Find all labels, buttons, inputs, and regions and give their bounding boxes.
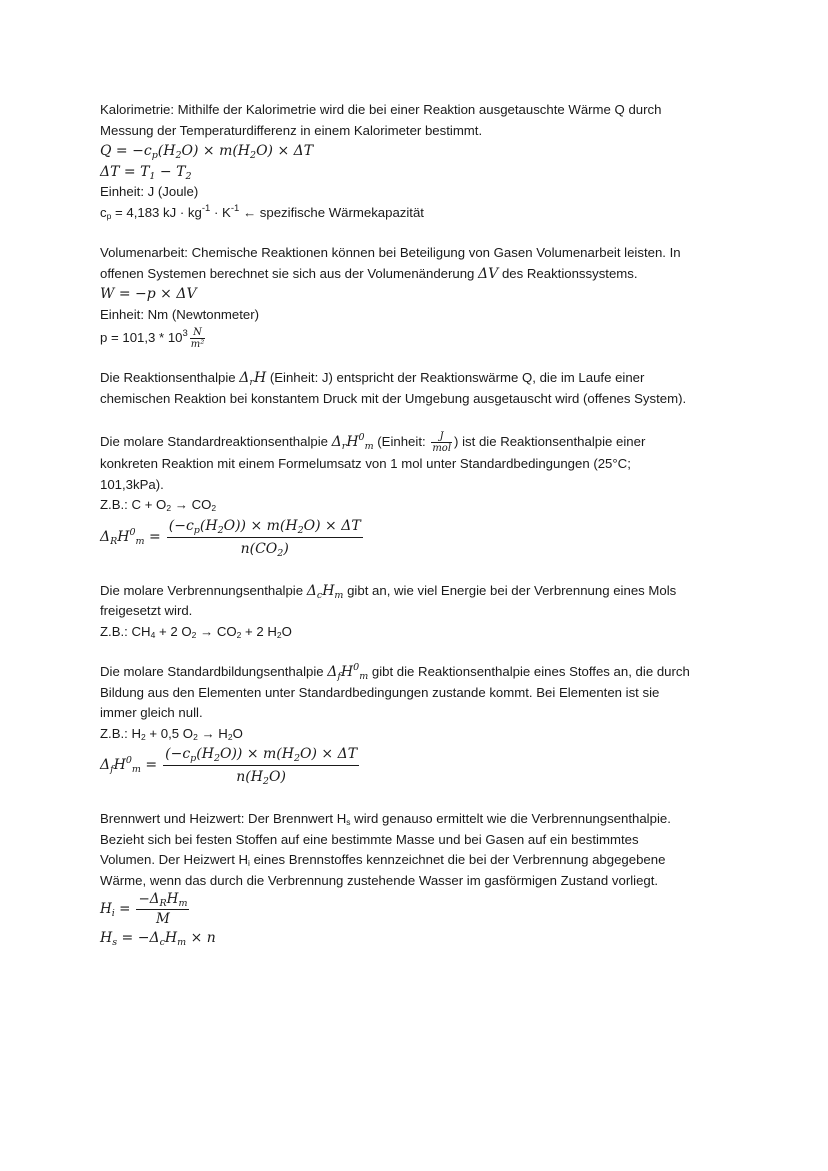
paragraph: Bildung aus den Elementen unter Standardbedingungen zustande kommt. Bei Elementen ist sie [100,684,660,700]
paragraph: Kalorimetrie: Mithilfe der Kalorimetrie wird die bei einer Reaktion ausgetauschte Wärme Q durch [100,102,662,117]
section-standardreaktionsenthalpie [100,431,740,559]
paragraph: Die molare Verbrennungsenthalpie $\Delta_cH_m$ gibt an, wie viel Energie bei der Verbrennung eines Mols [100,582,677,601]
example-reaction: Z.B.: CH4 + 2 O2 → CO2 + 2 H2O [100,623,292,640]
formula-delta-t: $\Delta T = T_1 - T_2$ [100,163,192,182]
paragraph: Die molare Standardbildungsenthalpie $\Delta_fH^0_m$ gibt die Reaktionsenthalpie eines Stoffes an, die durch [100,662,690,682]
formula-q: $Q = -c_p(H_2O) \times m(H_2O) \times \Delta T$ [100,143,314,161]
paragraph: Die Reaktionsenthalpie $\Delta_rH$ (Einheit: J) entspricht der Reaktionswärme Q, die im Laufe einer [100,370,645,388]
paragraph: Messung der Temperaturdifferenz in einem Kalorimeter bestimmt. [100,122,483,138]
formula-w: W = −p × ΔV [100,286,197,302]
formula-bildungsenthalpie: $\Delta_fH^0_m$ = $\frac{(-c_p(H_2O)) \times m(H_2O) \times \Delta T}{n(H_2O)}$ [100,746,358,787]
pressure-line: $p = 101,3 * 10^3$ $\frac{N}{\text{m²}}$ [100,327,205,350]
paragraph: Volumen. Der Heizwert Hi eines Brennstoffes kennzeichnet die bei der Verbrennung abgegebene [100,852,666,868]
paragraph: freigesetzt wird. [100,603,193,618]
cp-line: cp = 4,183 kJ · $kg^{-1} \cdot K^{-1}$ ← spezifische Wärmekapazität [100,202,424,221]
section-kalorimetrie [100,100,740,223]
paragraph: Bezieht sich bei festen Stoffen auf eine bestimmte Masse und bei Gasen auf ein bestimmtes [100,831,639,847]
formula-heizwert: $H_i$ = $\frac{-\Delta_RH_m}{M}$ [100,891,188,927]
section-bildungsenthalpie [100,662,740,787]
paragraph: Volumenarbeit: Chemische Reaktionen können bei Beteiligung von Gasen Volumenarbeit leisten. In [100,245,681,260]
section-volumenarbeit [100,243,740,350]
section-verbrennungsenthalpie [100,581,740,643]
paragraph: immer gleich null. [100,705,203,720]
formula-brennwert: $H_s = -\Delta_cH_m \times n$ [100,930,216,948]
paragraph: Brennwert und Heizwert: Der Brennwert Hs wird genauso ermittelt wie die Verbrennungsenthalpie. [100,811,671,827]
document-page [100,100,740,949]
paragraph: konkreten Reaktion mit einem Formelumsatz von 1 mol unter Standardbedingungen (25°C; [100,456,631,471]
paragraph: chemischen Reaktion bei konstantem Druck mit der Umgebung ausgetauscht wird (offenes System). [100,390,687,406]
paragraph: Wärme, wenn das durch die Verbrennung zustehende Wasser im gasförmigen Zustand vorliegt. [100,872,659,888]
paragraph: 101,3kPa). [100,476,164,492]
section-reaktionsenthalpie [100,368,740,409]
formula-standardreaktionsenthalpie: $\Delta_RH^0_m$ = $\frac{(-c_p(H_2O)) \times m(H_2O) \times \Delta T}{n(CO_2)}$ [100,517,361,559]
paragraph: offenen Systemen berechnet sie sich aus der Volumenänderung ΔV des Reaktionssystems. [100,265,638,282]
example-reaction: Z.B.: C + O2 → CO2 [100,497,217,513]
unit-line: Einheit: Nm (Newtonmeter) [100,306,260,322]
example-reaction: Z.B.: H2 + 0,5 O2 → H2O [100,725,243,742]
unit-line: Einheit: J (Joule) [100,184,199,199]
paragraph: Die molare Standardreaktionsenthalpie $\Delta_rH^0_m$ (Einheit: $\frac{J}{\text{mol}}$ ) ist die Reaktionsenthalpie einer [100,431,646,454]
section-brennwert [100,809,740,949]
